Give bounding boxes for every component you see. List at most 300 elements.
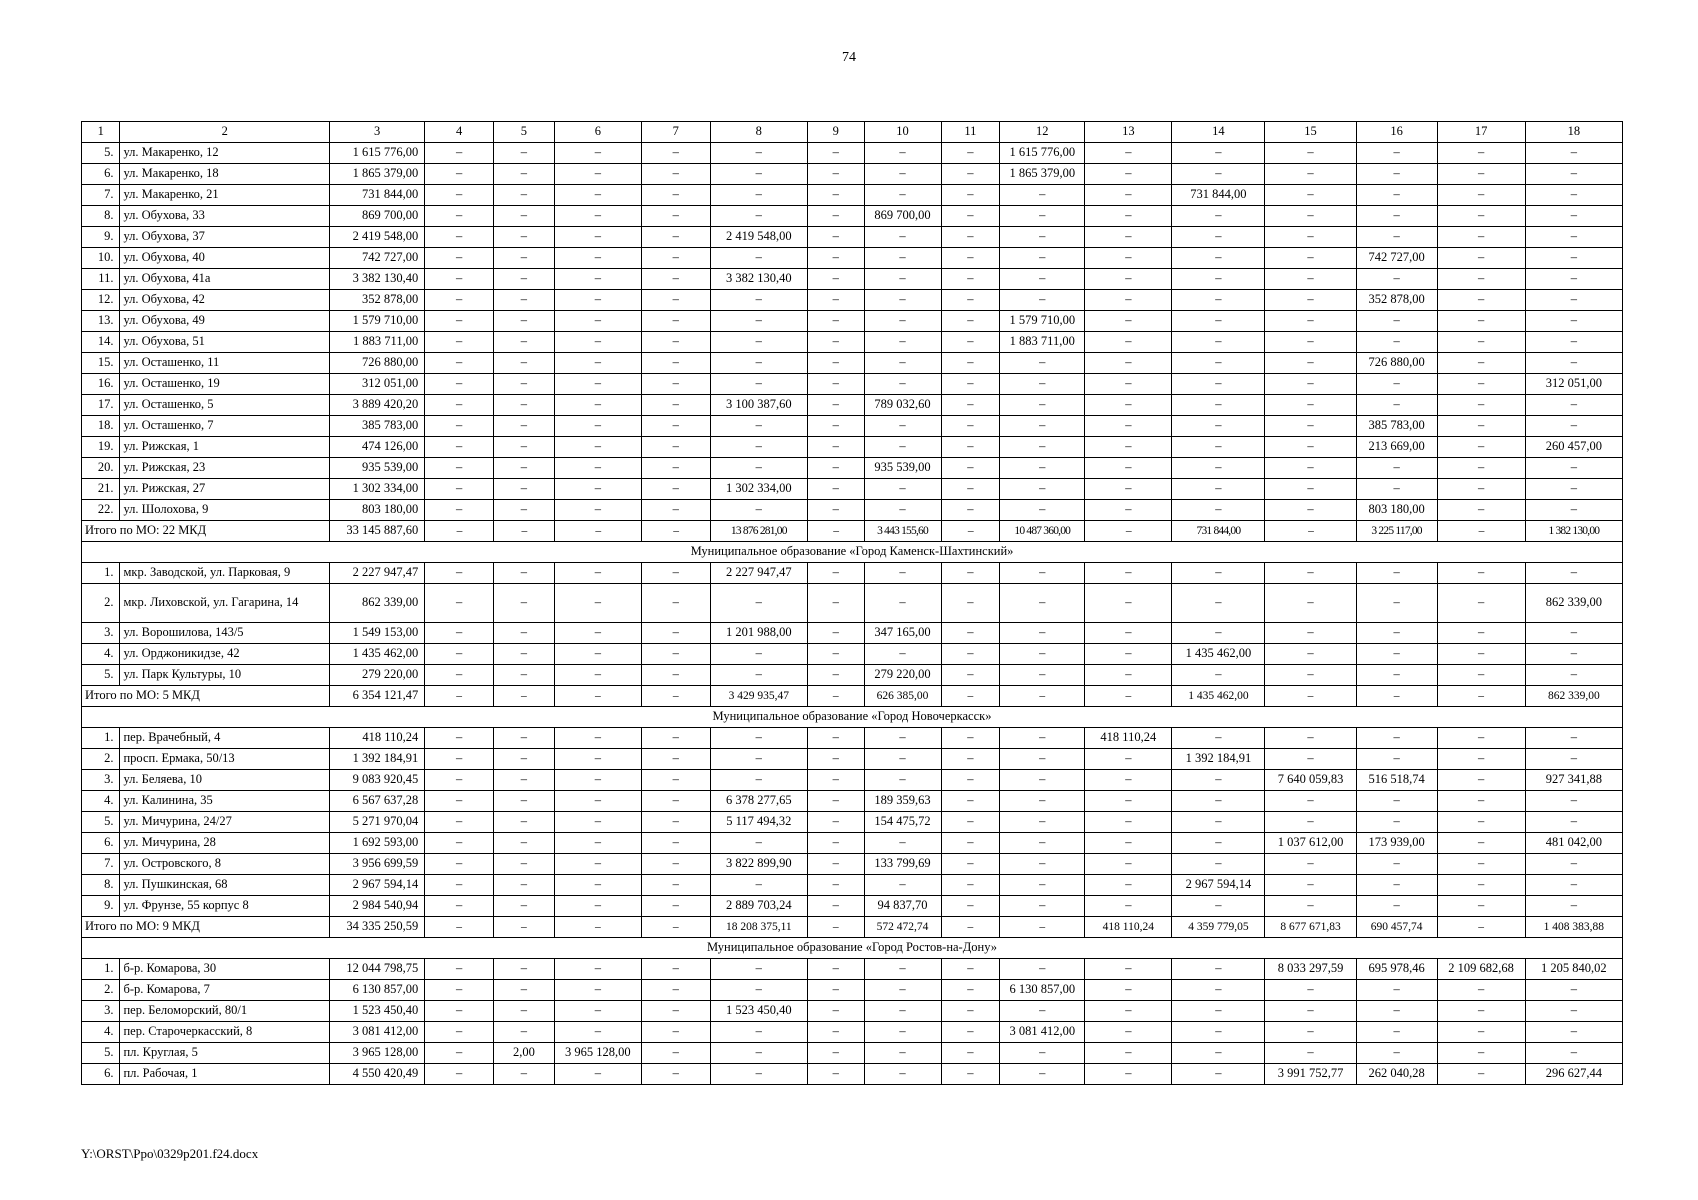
cost-cell: – xyxy=(941,269,1000,290)
cost-cell: – xyxy=(1000,563,1085,584)
cost-cell: – xyxy=(1172,1001,1265,1022)
cost-cell: – xyxy=(494,269,555,290)
total-cost-cell: 1 615 776,00 xyxy=(330,143,425,164)
cost-cell: – xyxy=(641,644,710,665)
cost-cell: – xyxy=(864,875,941,896)
cost-cell: – xyxy=(1525,143,1622,164)
cost-cell: 927 341,88 xyxy=(1525,770,1622,791)
total-label: Итого по МО: 9 МКД xyxy=(82,917,330,938)
cost-cell: – xyxy=(1172,623,1265,644)
row-number: 12. xyxy=(82,290,120,311)
cost-cell: – xyxy=(1000,353,1085,374)
total-amount: 6 354 121,47 xyxy=(330,686,425,707)
row-number: 16. xyxy=(82,374,120,395)
cost-cell: – xyxy=(1000,770,1085,791)
column-header: 15 xyxy=(1265,122,1356,143)
address-cell: ул. Рижская, 27 xyxy=(120,479,330,500)
cost-cell: – xyxy=(425,665,494,686)
total-cell: 10 487 360,00 xyxy=(1000,521,1085,542)
cost-cell: – xyxy=(494,980,555,1001)
row-number: 14. xyxy=(82,332,120,353)
cost-cell: – xyxy=(494,644,555,665)
cost-cell: – xyxy=(1356,623,1437,644)
cost-cell: – xyxy=(1525,164,1622,185)
total-cell: – xyxy=(807,917,864,938)
row-number: 7. xyxy=(82,854,120,875)
cost-cell: – xyxy=(1356,665,1437,686)
cost-cell: – xyxy=(1437,770,1525,791)
cost-cell: – xyxy=(941,980,1000,1001)
cost-cell: – xyxy=(1172,791,1265,812)
cost-cell: – xyxy=(1356,143,1437,164)
cost-cell: – xyxy=(807,1043,864,1064)
cost-cell: – xyxy=(807,269,864,290)
cost-cell: – xyxy=(425,458,494,479)
total-row xyxy=(82,521,1623,542)
total-cost-cell: 9 083 920,45 xyxy=(330,770,425,791)
cost-cell: – xyxy=(425,143,494,164)
cost-cell: – xyxy=(941,395,1000,416)
cost-cell: – xyxy=(641,1043,710,1064)
cost-cell: – xyxy=(494,1064,555,1085)
cost-cell: – xyxy=(1172,269,1265,290)
cost-cell: – xyxy=(1356,728,1437,749)
total-row xyxy=(82,686,1623,707)
cost-cell: – xyxy=(1172,584,1265,623)
cost-cell: – xyxy=(425,164,494,185)
row-number: 1. xyxy=(82,563,120,584)
cost-cell: – xyxy=(554,791,641,812)
cost-cell: – xyxy=(941,875,1000,896)
cost-cell: – xyxy=(807,290,864,311)
total-cell: 690 457,74 xyxy=(1356,917,1437,938)
cost-cell: – xyxy=(1085,227,1172,248)
total-cell: – xyxy=(1437,917,1525,938)
cost-cell: – xyxy=(710,458,807,479)
cost-cell: – xyxy=(1085,311,1172,332)
cost-cell: – xyxy=(1172,770,1265,791)
cost-cell: – xyxy=(1085,644,1172,665)
cost-cell: 481 042,00 xyxy=(1525,833,1622,854)
cost-cell: – xyxy=(710,437,807,458)
cost-cell: – xyxy=(494,563,555,584)
cost-cell: – xyxy=(710,1043,807,1064)
row-number: 8. xyxy=(82,875,120,896)
cost-cell: 789 032,60 xyxy=(864,395,941,416)
cost-cell: – xyxy=(1085,1064,1172,1085)
table-row xyxy=(82,227,1623,248)
cost-cell: – xyxy=(425,749,494,770)
cost-cell: 3 822 899,90 xyxy=(710,854,807,875)
total-cell: 731 844,00 xyxy=(1172,521,1265,542)
total-cell: – xyxy=(425,521,494,542)
cost-cell: – xyxy=(1085,875,1172,896)
address-cell: б-р. Комарова, 30 xyxy=(120,959,330,980)
cost-cell: – xyxy=(554,665,641,686)
cost-cell: – xyxy=(1525,353,1622,374)
cost-cell: – xyxy=(1265,1022,1356,1043)
cost-cell: – xyxy=(554,206,641,227)
cost-cell: – xyxy=(641,374,710,395)
total-cell: 572 472,74 xyxy=(864,917,941,938)
cost-cell: – xyxy=(1437,458,1525,479)
column-header: 16 xyxy=(1356,122,1437,143)
cost-cell: – xyxy=(494,728,555,749)
cost-cell: 1 579 710,00 xyxy=(1000,311,1085,332)
total-row xyxy=(82,917,1623,938)
cost-cell: – xyxy=(807,227,864,248)
cost-cell: – xyxy=(554,770,641,791)
table-row xyxy=(82,332,1623,353)
repair-cost-table xyxy=(81,121,1623,1085)
total-cell: – xyxy=(425,686,494,707)
cost-cell: – xyxy=(641,791,710,812)
cost-cell: – xyxy=(1356,644,1437,665)
cost-cell: – xyxy=(710,833,807,854)
cost-cell: – xyxy=(425,395,494,416)
cost-cell: – xyxy=(425,1022,494,1043)
cost-cell: – xyxy=(554,623,641,644)
cost-cell: – xyxy=(1085,1001,1172,1022)
cost-cell: – xyxy=(807,374,864,395)
cost-cell: – xyxy=(1265,374,1356,395)
total-cell: – xyxy=(641,521,710,542)
cost-cell: – xyxy=(864,227,941,248)
total-cell: – xyxy=(554,521,641,542)
total-cell: 1 435 462,00 xyxy=(1172,686,1265,707)
cost-cell: – xyxy=(1000,290,1085,311)
cost-cell: – xyxy=(1265,563,1356,584)
row-number: 13. xyxy=(82,311,120,332)
cost-cell: – xyxy=(554,458,641,479)
total-cost-cell: 2 967 594,14 xyxy=(330,875,425,896)
total-cost-cell: 385 783,00 xyxy=(330,416,425,437)
cost-cell: – xyxy=(425,185,494,206)
column-header: 11 xyxy=(941,122,1000,143)
address-cell: ул. Осташенко, 7 xyxy=(120,416,330,437)
row-number: 7. xyxy=(82,185,120,206)
cost-cell: – xyxy=(807,332,864,353)
total-cost-cell: 742 727,00 xyxy=(330,248,425,269)
column-header: 8 xyxy=(710,122,807,143)
total-cell: – xyxy=(641,686,710,707)
cost-cell: – xyxy=(494,623,555,644)
cost-cell: – xyxy=(807,812,864,833)
total-cell: – xyxy=(1356,686,1437,707)
column-header: 1 xyxy=(82,122,120,143)
total-cell: – xyxy=(1000,686,1085,707)
cost-cell: – xyxy=(941,563,1000,584)
cost-cell: – xyxy=(1437,185,1525,206)
cost-cell: – xyxy=(425,269,494,290)
cost-cell: – xyxy=(1265,437,1356,458)
cost-cell: – xyxy=(554,416,641,437)
cost-cell: – xyxy=(1437,479,1525,500)
cost-cell: – xyxy=(1356,479,1437,500)
cost-cell: – xyxy=(1265,1043,1356,1064)
cost-cell: – xyxy=(641,416,710,437)
cost-cell: – xyxy=(554,500,641,521)
total-cost-cell: 1 523 450,40 xyxy=(330,1001,425,1022)
total-cell: – xyxy=(1085,686,1172,707)
cost-cell: – xyxy=(807,770,864,791)
cost-cell: – xyxy=(1000,1064,1085,1085)
cost-cell: 2 967 594,14 xyxy=(1172,875,1265,896)
address-cell: ул. Обухова, 42 xyxy=(120,290,330,311)
cost-cell: – xyxy=(1525,332,1622,353)
row-number: 1. xyxy=(82,728,120,749)
cost-cell: – xyxy=(1265,479,1356,500)
row-number: 4. xyxy=(82,791,120,812)
cost-cell: – xyxy=(941,311,1000,332)
table-row xyxy=(82,959,1623,980)
total-cost-cell: 3 956 699,59 xyxy=(330,854,425,875)
row-number: 6. xyxy=(82,164,120,185)
cost-cell: – xyxy=(1265,584,1356,623)
cost-cell: – xyxy=(494,875,555,896)
cost-cell: – xyxy=(1085,896,1172,917)
row-number: 21. xyxy=(82,479,120,500)
cost-cell: – xyxy=(710,185,807,206)
column-number-row xyxy=(82,122,1623,143)
cost-cell: – xyxy=(494,665,555,686)
table-row xyxy=(82,854,1623,875)
cost-cell: – xyxy=(641,248,710,269)
cost-cell: – xyxy=(1356,875,1437,896)
file-path-footer: Y:\ORST\Ppo\0329p201.f24.docx xyxy=(81,1146,259,1161)
cost-cell: – xyxy=(554,1022,641,1043)
cost-cell: – xyxy=(710,1022,807,1043)
address-cell: ул. Осташенко, 5 xyxy=(120,395,330,416)
cost-cell: – xyxy=(1525,812,1622,833)
cost-cell: – xyxy=(641,749,710,770)
total-cell: 1 408 383,88 xyxy=(1525,917,1622,938)
row-number: 2. xyxy=(82,749,120,770)
cost-cell: – xyxy=(1525,854,1622,875)
cost-cell: – xyxy=(1437,416,1525,437)
cost-cell: – xyxy=(641,332,710,353)
cost-cell: – xyxy=(1265,206,1356,227)
cost-cell: – xyxy=(1085,248,1172,269)
section-header-row xyxy=(82,938,1623,959)
cost-cell: – xyxy=(425,854,494,875)
cost-cell: – xyxy=(1000,728,1085,749)
total-label: Итого по МО: 22 МКД xyxy=(82,521,330,542)
cost-cell: – xyxy=(554,248,641,269)
cost-cell: – xyxy=(710,290,807,311)
cost-cell: – xyxy=(1172,812,1265,833)
cost-cell: – xyxy=(494,353,555,374)
cost-cell: 189 359,63 xyxy=(864,791,941,812)
cost-cell: – xyxy=(1000,791,1085,812)
total-cost-cell: 6 130 857,00 xyxy=(330,980,425,1001)
cost-cell: – xyxy=(554,749,641,770)
address-cell: пер. Врачебный, 4 xyxy=(120,728,330,749)
cost-cell: – xyxy=(494,416,555,437)
cost-cell: – xyxy=(1356,791,1437,812)
cost-cell: – xyxy=(864,290,941,311)
cost-cell: – xyxy=(1000,623,1085,644)
cost-cell: – xyxy=(1000,437,1085,458)
cost-cell: – xyxy=(641,164,710,185)
cost-cell: – xyxy=(641,395,710,416)
cost-cell: – xyxy=(1265,290,1356,311)
cost-cell: – xyxy=(864,563,941,584)
cost-cell: – xyxy=(1356,164,1437,185)
cost-cell: – xyxy=(1085,584,1172,623)
cost-cell: – xyxy=(641,227,710,248)
cost-cell: – xyxy=(554,395,641,416)
table-row xyxy=(82,206,1623,227)
cost-cell: – xyxy=(864,1001,941,1022)
cost-cell: – xyxy=(1172,227,1265,248)
column-header: 18 xyxy=(1525,122,1622,143)
row-number: 2. xyxy=(82,584,120,623)
total-cell: 18 208 375,11 xyxy=(710,917,807,938)
table-row xyxy=(82,665,1623,686)
row-number: 11. xyxy=(82,269,120,290)
table-row xyxy=(82,1001,1623,1022)
cost-cell: – xyxy=(807,833,864,854)
cost-cell: – xyxy=(710,143,807,164)
cost-cell: 2 109 682,68 xyxy=(1437,959,1525,980)
total-cost-cell: 279 220,00 xyxy=(330,665,425,686)
cost-cell: – xyxy=(1265,248,1356,269)
cost-cell: – xyxy=(1085,374,1172,395)
cost-cell: – xyxy=(807,563,864,584)
cost-cell: – xyxy=(941,143,1000,164)
cost-cell: – xyxy=(1085,980,1172,1001)
cost-cell: – xyxy=(494,749,555,770)
cost-cell: – xyxy=(554,353,641,374)
total-cell: – xyxy=(941,521,1000,542)
cost-cell: – xyxy=(807,665,864,686)
cost-cell: – xyxy=(1437,437,1525,458)
cost-cell: – xyxy=(554,833,641,854)
cost-cell: – xyxy=(641,353,710,374)
table-row xyxy=(82,1022,1623,1043)
cost-cell: – xyxy=(941,959,1000,980)
cost-cell: – xyxy=(494,185,555,206)
row-number: 5. xyxy=(82,143,120,164)
cost-cell: 133 799,69 xyxy=(864,854,941,875)
cost-cell: – xyxy=(1356,458,1437,479)
cost-cell: – xyxy=(941,500,1000,521)
cost-cell: – xyxy=(1000,644,1085,665)
cost-cell: – xyxy=(1437,374,1525,395)
cost-cell: – xyxy=(494,458,555,479)
cost-cell: – xyxy=(1437,896,1525,917)
total-cost-cell: 3 889 420,20 xyxy=(330,395,425,416)
cost-cell: – xyxy=(1085,437,1172,458)
cost-cell: – xyxy=(1085,563,1172,584)
cost-cell: – xyxy=(1000,269,1085,290)
total-cell: – xyxy=(807,521,864,542)
cost-cell: – xyxy=(1437,248,1525,269)
cost-cell: – xyxy=(710,206,807,227)
address-cell: ул. Мичурина, 24/27 xyxy=(120,812,330,833)
table-row xyxy=(82,770,1623,791)
cost-cell: – xyxy=(1356,185,1437,206)
cost-cell: – xyxy=(554,374,641,395)
cost-cell: – xyxy=(807,749,864,770)
cost-cell: – xyxy=(1172,728,1265,749)
cost-cell: – xyxy=(1085,749,1172,770)
cost-cell: – xyxy=(941,1001,1000,1022)
cost-cell: 385 783,00 xyxy=(1356,416,1437,437)
cost-cell: – xyxy=(554,269,641,290)
cost-cell: – xyxy=(1525,395,1622,416)
cost-cell: – xyxy=(1000,959,1085,980)
cost-cell: – xyxy=(1437,143,1525,164)
cost-cell: – xyxy=(710,164,807,185)
cost-cell: 1 615 776,00 xyxy=(1000,143,1085,164)
cost-cell: – xyxy=(1085,290,1172,311)
cost-cell: 262 040,28 xyxy=(1356,1064,1437,1085)
cost-cell: – xyxy=(807,980,864,1001)
cost-cell: – xyxy=(425,437,494,458)
cost-cell: – xyxy=(494,812,555,833)
cost-cell: – xyxy=(554,980,641,1001)
total-cost-cell: 869 700,00 xyxy=(330,206,425,227)
cost-cell: – xyxy=(1265,458,1356,479)
table-row xyxy=(82,749,1623,770)
cost-cell: – xyxy=(554,728,641,749)
address-cell: ул. Пушкинская, 68 xyxy=(120,875,330,896)
cost-cell: – xyxy=(494,500,555,521)
cost-cell: – xyxy=(1000,248,1085,269)
total-cost-cell: 935 539,00 xyxy=(330,458,425,479)
cost-cell: – xyxy=(494,584,555,623)
cost-cell: – xyxy=(641,728,710,749)
cost-cell: – xyxy=(941,812,1000,833)
cost-cell: – xyxy=(1000,185,1085,206)
cost-cell: – xyxy=(641,143,710,164)
cost-cell: – xyxy=(1265,980,1356,1001)
cost-cell: – xyxy=(494,248,555,269)
cost-cell: – xyxy=(1525,290,1622,311)
table-row xyxy=(82,623,1623,644)
cost-cell: – xyxy=(864,584,941,623)
cost-cell: – xyxy=(494,290,555,311)
column-header: 2 xyxy=(120,122,330,143)
table-row xyxy=(82,584,1623,623)
cost-cell: – xyxy=(494,374,555,395)
table-row xyxy=(82,563,1623,584)
cost-cell: – xyxy=(425,896,494,917)
cost-cell: – xyxy=(941,332,1000,353)
cost-cell: – xyxy=(425,416,494,437)
cost-cell: – xyxy=(1085,206,1172,227)
cost-cell: – xyxy=(807,248,864,269)
cost-cell: – xyxy=(1265,395,1356,416)
total-cell: 418 110,24 xyxy=(1085,917,1172,938)
cost-cell: – xyxy=(641,311,710,332)
cost-cell: 803 180,00 xyxy=(1356,500,1437,521)
column-header: 10 xyxy=(864,122,941,143)
cost-cell: – xyxy=(1437,1043,1525,1064)
cost-cell: – xyxy=(554,1001,641,1022)
cost-cell: – xyxy=(1356,584,1437,623)
cost-cell: – xyxy=(941,437,1000,458)
address-cell: ул. Мичурина, 28 xyxy=(120,833,330,854)
cost-cell: – xyxy=(710,728,807,749)
total-cost-cell: 312 051,00 xyxy=(330,374,425,395)
total-cost-cell: 1 692 593,00 xyxy=(330,833,425,854)
table-row xyxy=(82,248,1623,269)
row-number: 1. xyxy=(82,959,120,980)
cost-cell: – xyxy=(1525,749,1622,770)
